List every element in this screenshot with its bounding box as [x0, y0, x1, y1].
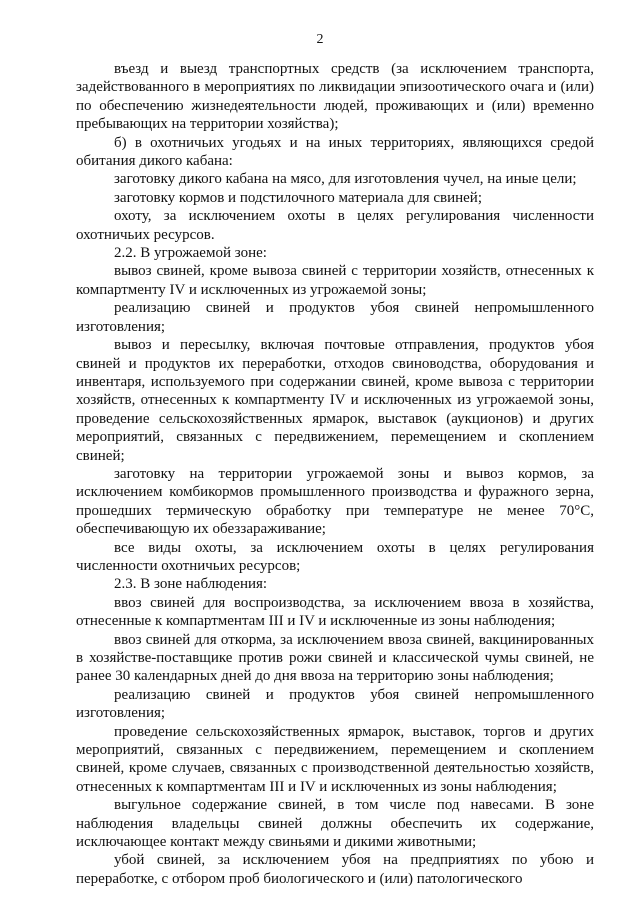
paragraph: б) в охотничьих угодьях и на иных территориях, являющихся средой обитания дикого кабана:	[76, 134, 594, 170]
section-heading: 2.2. В угрожаемой зоне:	[114, 245, 267, 262]
document-body	[76, 60, 594, 888]
paragraph: заготовку дикого кабана на мясо, для изготовления чучел, на иные цели;	[114, 171, 577, 188]
paragraph: заготовку на территории угрожаемой зоны и вывоз кормов, за исключением комбикормов промышленного производства и фуражного зерна, прошедших термическую обработку при температуре не менее 70°С, обеспечивающую их обеззараживание;	[76, 465, 594, 538]
paragraph: реализацию свиней и продуктов убоя свиней непромышленного изготовления;	[76, 300, 594, 335]
page-number: 2	[316, 32, 324, 47]
paragraph: убой свиней, за исключением убоя на предприятиях по убою и переработке, с отбором проб биологического и (или) патологического	[76, 852, 594, 887]
paragraph: все виды охоты, за исключением охоты в целях регулирования численности охотничьих ресурсов;	[76, 539, 594, 574]
section-heading: 2.3. В зоне наблюдения:	[114, 576, 268, 593]
paragraph: заготовку кормов и подстилочного материала для свиней;	[114, 189, 482, 206]
paragraph: въезд и выезд транспортных средств (за исключением транспорта, задействованного в мероприятиях по ликвидации эпизоотического очага и (или) по обеспечению жизнедеятельности людей, проживающих и (или) временно пребывающих на территории хозяйства);	[76, 61, 594, 133]
paragraph: ввоз свиней для откорма, за исключением ввоза свиней, вакцинированных в хозяйстве-поставщике против рожи свиней и классической чумы свиней, не ранее 30 календарных дней до дня ввоза на территорию зоны наблюдения;	[76, 631, 594, 685]
paragraph: вывоз и пересылку, включая почтовые отправления, продуктов убоя свиней и продуктов их переработки, отходов свиноводства, оборудования и инвентаря, используемого при содержании свиней, кроме вывоза с территории хозяйств, отнесенных к компартменту IV и исключенных из угрожаемой зоны, проведение сельскохозяйственных ярмарок, выставок (аукционов) и других мероприятий, связанных с передвижением, перемещением и скоплением свиней;	[76, 337, 594, 464]
paragraph: выгульное содержание свиней, в том числе под навесами. В зоне наблюдения владельцы свиней должны обеспечить их содержание, исключающее контакт между свиньями и дикими животными;	[76, 797, 594, 851]
paragraph: реализацию свиней и продуктов убоя свиней непромышленного изготовления;	[76, 686, 594, 722]
paragraph: ввоз свиней для воспроизводства, за исключением ввоза в хозяйства, отнесенные к компартментам III и IV и исключенные из зоны наблюдения;	[76, 594, 594, 630]
paragraph: вывоз свиней, кроме вывоза свиней с территории хозяйств, отнесенных к компартменту IV и исключенных из угрожаемой зоны;	[76, 263, 594, 298]
paragraph: проведение сельскохозяйственных ярмарок, выставок, торгов и других мероприятий, связанных с передвижением, перемещением и скоплением свиней, кроме случаев, связанных с производственной деятельностью хозяйств, отнесенных к компартментам III и IV и исключенных из зоны наблюдения;	[76, 723, 594, 795]
paragraph: охоту, за исключением охоты в целях регулирования численности охотничьих ресурсов.	[76, 208, 594, 243]
